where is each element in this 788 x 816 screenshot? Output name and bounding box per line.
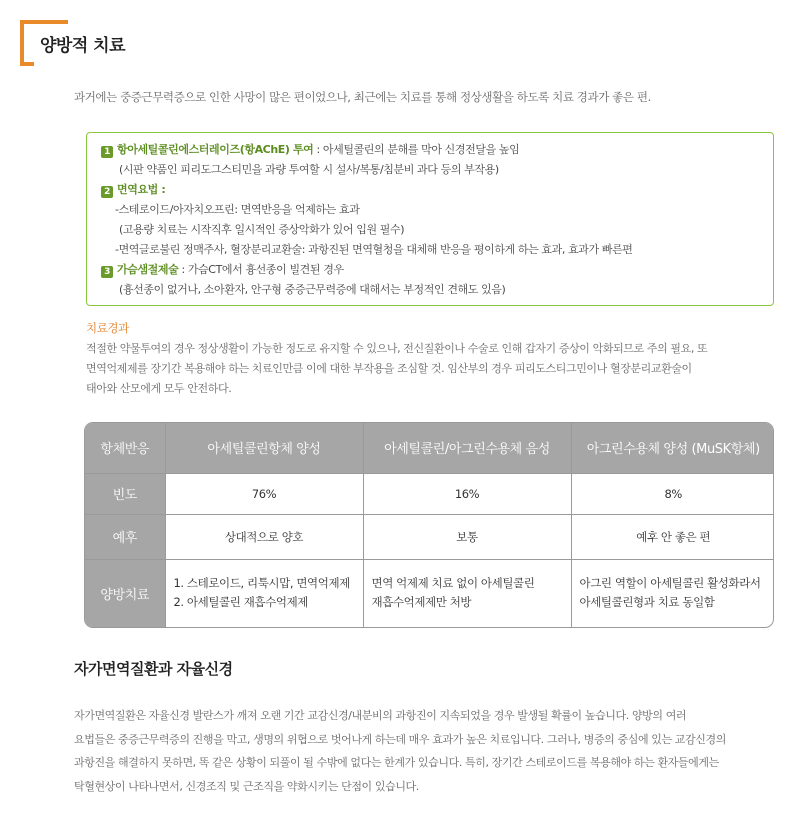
table-cell: 상대적으로 양호 [165, 514, 363, 559]
table-cell: 보통 [363, 514, 571, 559]
course-line: 적절한 약물투여의 경우 정상생활이 가능한 정도로 유지할 수 있으나, 전신질환이나 수술로 인해 갑자기 증상이 악화되므로 주의 필요, 또 [86, 342, 708, 355]
treatment-heading: 항아세틸콜린에스터레이즈(항AChE) 투여 [117, 143, 314, 156]
page-title: 양방적 치료 [40, 36, 126, 56]
treatment-heading: 면역요법 : [117, 183, 166, 196]
table-header-cell: 항체반응 [85, 423, 165, 473]
number-badge: 2 [101, 186, 113, 198]
treatment-note: (흉선종이 없거나, 소아환자, 안구형 중증근무력증에 대해서는 부정적인 견해도 있음) [119, 283, 506, 296]
table-row [85, 473, 774, 514]
course-line: 태아와 산모에게 모두 안전하다. [86, 382, 232, 395]
cell-line: 재흡수억제제만 처방 [371, 595, 472, 610]
table-cell: 8% [571, 473, 774, 514]
table-cell: 예후 안 좋은 편 [571, 514, 774, 559]
course-line: 면역억제제를 장기간 복용해야 하는 치료인만큼 이에 대한 부작용을 조심할 것. 임산부의 경우 피리도스티그민이나 혈장분리교환술이 [86, 362, 692, 375]
treatment-item-1 [101, 140, 773, 160]
treatment-item-2 [101, 180, 773, 200]
table-cell [363, 559, 571, 627]
number-badge: 1 [101, 146, 113, 158]
table-cell [571, 559, 774, 627]
cell-line: 아세틸콜린형과 치료 동일함 [579, 595, 715, 610]
number-badge: 3 [101, 266, 113, 278]
paragraph-line: 요법들은 중증근무력증의 진행을 막고, 생명의 위협으로 벗어나게 하는데 매우 효과가 높은 치료입니다. 그러나, 병증의 중심에 있는 교감신경의 [74, 732, 726, 746]
table-cell: 16% [363, 473, 571, 514]
row-label: 빈도 [85, 473, 165, 514]
treatment-desc: : 아세틸콜린의 분해를 막아 신경전달을 높임 [313, 143, 520, 156]
paragraph-line: 탁혈현상이 나타나면서, 신경조직 및 근조직을 약화시키는 단점이 있습니다. [74, 779, 419, 793]
paragraph-line: 자가면역질환은 자율신경 발란스가 깨져 오랜 기간 교감신경/내분비의 과항진이 지속되었을 경우 발생될 확률이 높습니다. 양방의 여러 [74, 709, 687, 722]
intro-text: 과거에는 중증근무력증으로 인한 사망이 많은 편이었으나, 최근에는 치료를 통해 정상생활을 하도록 치료 경과가 좋은 편. [74, 90, 651, 104]
table-row [85, 559, 774, 627]
treatment-item-3 [101, 260, 773, 280]
treatment-desc: : 가슴CT에서 흉선종이 빌견된 경우 [178, 263, 344, 276]
cell-line: 면역 억제제 치료 없이 아세틸콜린 [371, 576, 535, 591]
row-label: 양방치료 [85, 559, 165, 627]
row-label: 예후 [85, 514, 165, 559]
cell-line: 2. 아세틸콜린 재흡수억제제 [173, 595, 308, 610]
section-title: 자가면역질환과 자율신경 [74, 660, 233, 678]
paragraph-line: 과항진을 해결하지 못하면, 똑 같은 상황이 되풀이 될 수밖에 없다는 한계가 있습니다. 특히, 장기간 스테로이드를 복용해야 하는 환자들에게는 [74, 756, 719, 769]
treatment-note: (고용량 치료는 시작직후 일시적인 증상악화가 있어 입원 필수) [119, 223, 405, 236]
course-title: 치료경과 [86, 321, 129, 335]
treatment-note: (시판 약품인 피리도그스티민을 과량 투여할 시 설사/복통/침분비 과다 등의 부작용) [119, 163, 499, 176]
table-header-cell: 아세틸콜린/아그린수용체 음성 [363, 423, 571, 473]
table-cell [165, 559, 363, 627]
table-header-row [85, 423, 774, 473]
table-header-cell: 아세틸콜린항체 양성 [165, 423, 363, 473]
antibody-table [84, 422, 774, 628]
table-header-cell: 아그린수용체 양성 (MuSK항체) [571, 423, 774, 473]
treatment-heading: 가슴샘절제술 [117, 263, 179, 276]
table-row [85, 514, 774, 559]
course-text [86, 339, 746, 399]
treatment-note: -면역글로불린 정맥주사, 혈장분리교환술: 과항진된 면역혈청을 대체해 반응을 평이하게 하는 효과, 효과가 빠른편 [115, 243, 633, 256]
cell-line: 1. 스테로이드, 리툭시맙, 면역억제제 [173, 576, 350, 591]
section-paragraph [74, 704, 788, 798]
treatment-note: -스테로이드/아자치오프린: 면역반응을 억제하는 효과 [115, 203, 360, 216]
cell-line: 아그린 역할이 아세틸콜린 활성화라서 [579, 576, 761, 591]
table-cell: 76% [165, 473, 363, 514]
treatment-box [86, 132, 774, 306]
